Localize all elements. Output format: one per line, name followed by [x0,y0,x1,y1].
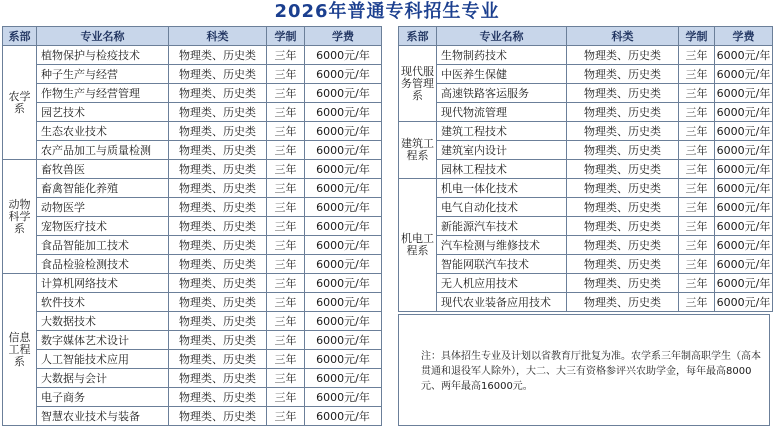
tuition-cell: 6000元/年 [305,236,382,255]
subject-cell: 物理类、历史类 [169,293,267,312]
subject-cell: 物理类、历史类 [567,84,679,103]
header-fee: 学费 [305,27,382,46]
table-header-row [399,27,773,46]
table-row [3,407,382,426]
tuition-cell: 6000元/年 [305,179,382,198]
note-box [398,314,770,426]
table-row [399,255,773,274]
table-row [399,198,773,217]
duration-cell: 三年 [679,122,715,141]
subject-cell: 物理类、历史类 [169,84,267,103]
tuition-cell: 6000元/年 [715,274,773,293]
tuition-cell: 6000元/年 [305,255,382,274]
tuition-cell: 6000元/年 [305,103,382,122]
tuition-cell: 6000元/年 [715,236,773,255]
subject-cell: 物理类、历史类 [567,274,679,293]
department-cell: 建筑工程系 [399,122,437,179]
duration-cell: 三年 [679,198,715,217]
note-text: 具体招生专业及计划以省教育厅批复为准。农学系三年制高职学生（高本贯通和退役军人除外），大二、大三有资格参评兴农助学金，每年最高8000元、两年最高16000元。 [421,351,761,392]
major-name-cell: 畜禽智能化养殖 [37,179,169,198]
subject-cell: 物理类、历史类 [567,255,679,274]
tuition-cell: 6000元/年 [715,255,773,274]
subject-cell: 物理类、历史类 [169,65,267,84]
subject-cell: 物理类、历史类 [567,103,679,122]
table-row [399,65,773,84]
header-years: 学制 [267,27,305,46]
header-major: 专业名称 [437,27,567,46]
duration-cell: 三年 [267,160,305,179]
subject-cell: 物理类、历史类 [169,388,267,407]
tuition-cell: 6000元/年 [305,312,382,331]
table-row [3,122,382,141]
major-name-cell: 电子商务 [37,388,169,407]
subject-cell: 物理类、历史类 [169,369,267,388]
subject-cell: 物理类、历史类 [567,293,679,312]
major-name-cell: 食品检验检测技术 [37,255,169,274]
tuition-cell: 6000元/年 [305,407,382,426]
duration-cell: 三年 [267,179,305,198]
table-row [399,103,773,122]
tuition-cell: 6000元/年 [715,46,773,65]
major-name-cell: 作物生产与经营管理 [37,84,169,103]
tuition-cell: 6000元/年 [715,141,773,160]
subject-cell: 物理类、历史类 [567,46,679,65]
tuition-cell: 6000元/年 [305,198,382,217]
duration-cell: 三年 [679,46,715,65]
duration-cell: 三年 [267,255,305,274]
table-row [3,179,382,198]
duration-cell: 三年 [679,255,715,274]
table-row [399,160,773,179]
subject-cell: 物理类、历史类 [567,179,679,198]
major-name-cell: 生物制药技术 [437,46,567,65]
table-row [3,293,382,312]
major-name-cell: 园艺技术 [37,103,169,122]
subject-cell: 物理类、历史类 [567,141,679,160]
duration-cell: 三年 [679,217,715,236]
tuition-cell: 6000元/年 [305,217,382,236]
table-row [3,65,382,84]
header-major: 专业名称 [37,27,169,46]
tuition-cell: 6000元/年 [305,350,382,369]
tuition-cell: 6000元/年 [715,103,773,122]
subject-cell: 物理类、历史类 [567,217,679,236]
duration-cell: 三年 [679,236,715,255]
tuition-cell: 6000元/年 [305,122,382,141]
subject-cell: 物理类、历史类 [169,255,267,274]
table-row [3,388,382,407]
tuition-cell: 6000元/年 [305,388,382,407]
major-name-cell: 畜牧兽医 [37,160,169,179]
subject-cell: 物理类、历史类 [169,122,267,141]
right-enrollment-table [398,26,772,312]
major-name-cell: 人工智能技术应用 [37,350,169,369]
major-name-cell: 食品智能加工技术 [37,236,169,255]
department-cell: 动物科学系 [3,160,37,274]
tuition-cell: 6000元/年 [715,65,773,84]
subject-cell: 物理类、历史类 [169,141,267,160]
table-row [3,350,382,369]
table-row [3,160,382,179]
department-cell: 机电工程系 [399,179,437,312]
subject-cell: 物理类、历史类 [169,179,267,198]
major-name-cell: 数字媒体艺术设计 [37,331,169,350]
table-header-row [3,27,382,46]
table-row [399,293,773,312]
major-name-cell: 软件技术 [37,293,169,312]
table-row [3,274,382,293]
duration-cell: 三年 [679,141,715,160]
subject-cell: 物理类、历史类 [169,350,267,369]
duration-cell: 三年 [267,46,305,65]
tuition-cell: 6000元/年 [715,122,773,141]
department-cell: 农学系 [3,46,37,160]
tuition-cell: 6000元/年 [715,179,773,198]
table-row [399,46,773,65]
major-name-cell: 机电一体化技术 [437,179,567,198]
table-row [3,103,382,122]
table-row [399,141,773,160]
duration-cell: 三年 [267,274,305,293]
subject-cell: 物理类、历史类 [169,198,267,217]
duration-cell: 三年 [679,160,715,179]
major-name-cell: 生态农业技术 [37,122,169,141]
duration-cell: 三年 [267,141,305,160]
table-row [399,122,773,141]
subject-cell: 物理类、历史类 [567,236,679,255]
table-row [399,179,773,198]
major-name-cell: 无人机应用技术 [437,274,567,293]
table-row [3,236,382,255]
table-row [399,217,773,236]
major-name-cell: 建筑室内设计 [437,141,567,160]
table-row [3,46,382,65]
subject-cell: 物理类、历史类 [169,312,267,331]
duration-cell: 三年 [267,198,305,217]
table-row [3,255,382,274]
page-title: 2026年普通专科招生专业 [274,1,500,22]
header-dept: 系部 [399,27,437,46]
header-dept: 系部 [3,27,37,46]
subject-cell: 物理类、历史类 [567,160,679,179]
major-name-cell: 现代农业装备应用技术 [437,293,567,312]
left-enrollment-table [2,26,381,426]
tuition-cell: 6000元/年 [305,84,382,103]
major-name-cell: 动物医学 [37,198,169,217]
header-fee: 学费 [715,27,773,46]
duration-cell: 三年 [679,103,715,122]
duration-cell: 三年 [267,369,305,388]
tuition-cell: 6000元/年 [715,198,773,217]
duration-cell: 三年 [267,84,305,103]
table-row [399,236,773,255]
duration-cell: 三年 [267,122,305,141]
major-name-cell: 植物保护与检疫技术 [37,46,169,65]
major-name-cell: 智能网联汽车技术 [437,255,567,274]
subject-cell: 物理类、历史类 [169,274,267,293]
tuition-cell: 6000元/年 [305,46,382,65]
table-row [3,369,382,388]
major-name-cell: 智慧农业技术与装备 [37,407,169,426]
major-name-cell: 新能源汽车技术 [437,217,567,236]
tuition-cell: 6000元/年 [715,293,773,312]
major-name-cell: 大数据技术 [37,312,169,331]
tuition-cell: 6000元/年 [715,160,773,179]
header-years: 学制 [679,27,715,46]
duration-cell: 三年 [267,293,305,312]
subject-cell: 物理类、历史类 [169,103,267,122]
table-row [3,198,382,217]
note [421,349,761,394]
subject-cell: 物理类、历史类 [169,331,267,350]
duration-cell: 三年 [679,179,715,198]
duration-cell: 三年 [679,293,715,312]
subject-cell: 物理类、历史类 [169,160,267,179]
duration-cell: 三年 [679,84,715,103]
tuition-cell: 6000元/年 [305,65,382,84]
tuition-cell: 6000元/年 [305,369,382,388]
header-subject: 科类 [169,27,267,46]
subject-cell: 物理类、历史类 [169,217,267,236]
duration-cell: 三年 [267,103,305,122]
tuition-cell: 6000元/年 [715,84,773,103]
major-name-cell: 中医养生保健 [437,65,567,84]
major-name-cell: 计算机网络技术 [37,274,169,293]
duration-cell: 三年 [267,331,305,350]
tuition-cell: 6000元/年 [305,141,382,160]
table-row [399,274,773,293]
major-name-cell: 电气自动化技术 [437,198,567,217]
table-row [3,312,382,331]
subject-cell: 物理类、历史类 [169,236,267,255]
subject-cell: 物理类、历史类 [169,46,267,65]
major-name-cell: 种子生产与经营 [37,65,169,84]
subject-cell: 物理类、历史类 [567,122,679,141]
subject-cell: 物理类、历史类 [567,198,679,217]
duration-cell: 三年 [267,65,305,84]
table-row [3,331,382,350]
note-label: 注： [421,351,441,362]
tuition-cell: 6000元/年 [305,331,382,350]
major-name-cell: 大数据与会计 [37,369,169,388]
table-row [399,84,773,103]
duration-cell: 三年 [267,312,305,331]
duration-cell: 三年 [267,350,305,369]
table-row [3,217,382,236]
header-subject: 科类 [567,27,679,46]
tuition-cell: 6000元/年 [305,274,382,293]
major-name-cell: 园林工程技术 [437,160,567,179]
tuition-cell: 6000元/年 [715,217,773,236]
table-row [3,141,382,160]
duration-cell: 三年 [267,388,305,407]
major-name-cell: 汽车检测与维修技术 [437,236,567,255]
table-row [3,84,382,103]
major-name-cell: 现代物流管理 [437,103,567,122]
duration-cell: 三年 [267,217,305,236]
subject-cell: 物理类、历史类 [567,65,679,84]
tuition-cell: 6000元/年 [305,160,382,179]
department-cell: 现代服务管理系 [399,46,437,122]
subject-cell: 物理类、历史类 [169,407,267,426]
tuition-cell: 6000元/年 [305,293,382,312]
duration-cell: 三年 [679,65,715,84]
duration-cell: 三年 [267,407,305,426]
major-name-cell: 宠物医疗技术 [37,217,169,236]
duration-cell: 三年 [267,236,305,255]
major-name-cell: 农产品加工与质量检测 [37,141,169,160]
major-name-cell: 建筑工程技术 [437,122,567,141]
department-cell: 信息工程系 [3,274,37,426]
duration-cell: 三年 [679,274,715,293]
major-name-cell: 高速铁路客运服务 [437,84,567,103]
